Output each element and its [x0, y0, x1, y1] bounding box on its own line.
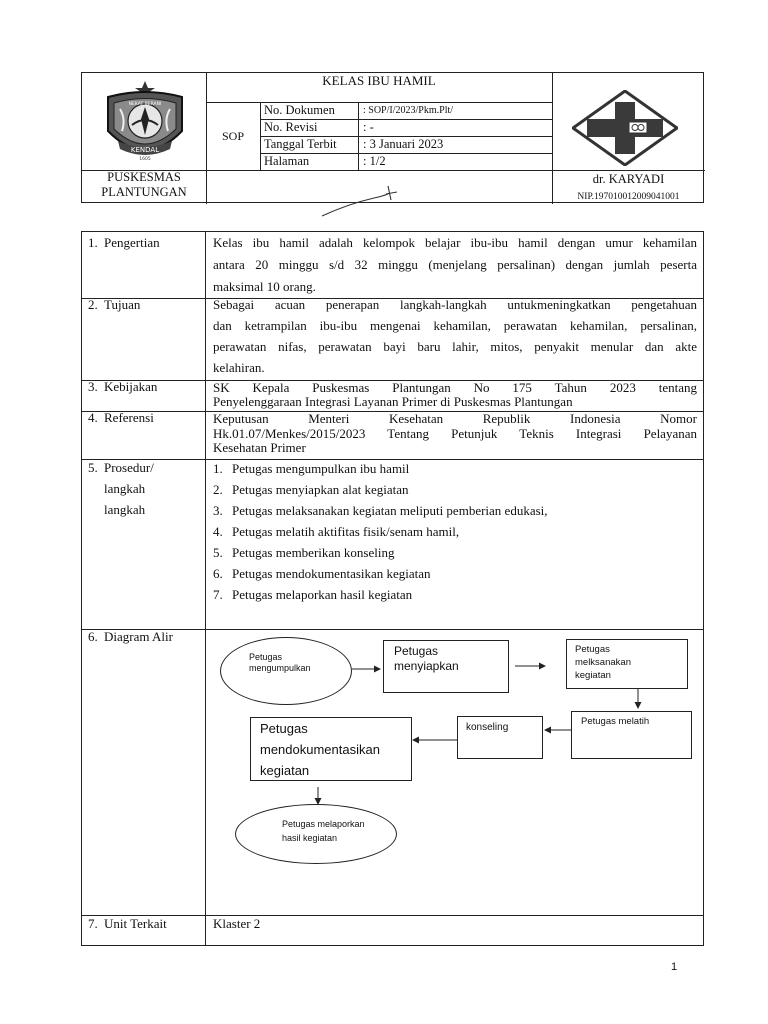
- institution-line2: PLANTUNGAN: [101, 185, 187, 199]
- section-number: 2.: [88, 297, 98, 312]
- doc-field-value: : -: [363, 120, 374, 134]
- section-number: 6.: [88, 629, 98, 644]
- flow-node-melaporkan: [235, 804, 397, 864]
- kendal-emblem-logo: [102, 79, 188, 163]
- step-text: Petugas melaksanakan kegiatan meliputi pemberian edukasi,: [232, 503, 548, 518]
- step-text: Petugas memberikan konseling: [232, 545, 395, 560]
- signature-mark: [318, 182, 408, 222]
- flow-node-konseling: [457, 716, 543, 759]
- step-text: Petugas menyiapkan alat kegiatan: [232, 482, 409, 497]
- section-title: Prosedur/: [104, 460, 154, 475]
- section-title-cont: langkah: [104, 481, 146, 496]
- section-title: Referensi: [104, 410, 154, 425]
- step-number: 1.: [213, 461, 223, 476]
- flow-node-mendokumentasikan: [250, 717, 412, 781]
- section-title: Kebijakan: [104, 379, 158, 394]
- flow-node-text: melksanakan: [575, 657, 631, 668]
- text-line: Hk.01.07/Menkes/2015/2023 Tentang Petunjuk Teknis Integrasi Pelayanan: [213, 425, 697, 441]
- doc-field-label: No. Dokumen: [264, 103, 335, 117]
- flow-node-text: Petugas: [575, 644, 610, 655]
- doc-field-value: : 3 Januari 2023: [363, 137, 444, 151]
- doc-field-value: : 1/2: [363, 154, 386, 168]
- step-text: Petugas melaporkan hasil kegiatan: [232, 587, 413, 602]
- step-number: 3.: [213, 503, 223, 518]
- step-number: 4.: [213, 524, 223, 539]
- text-line: Kesehatan Primer: [213, 440, 306, 455]
- logo-year-text: 1605: [139, 157, 151, 162]
- section-number: 1.: [88, 235, 98, 250]
- flow-node-text: konseling: [466, 722, 509, 733]
- flow-node-melatih: [571, 711, 692, 759]
- text-line: Sebagai acuan penerapan langkah-langkah untukmeningkatkan pengetahuan: [213, 297, 697, 312]
- divider: [206, 102, 552, 103]
- doc-field-value: : SOP/I/2023/Pkm.Plt/: [363, 105, 454, 116]
- text-line: Penyelenggaraan Integrasi Layanan Primer di Puskesmas Plantungan: [213, 394, 573, 409]
- flow-node-text: Petugas melatih: [581, 716, 650, 727]
- institution-line1: PUSKESMAS: [107, 170, 181, 184]
- flow-node-text: kegiatan: [260, 763, 310, 778]
- flow-node-text: hasil kegiatan: [282, 833, 338, 843]
- flow-node-text: mendokumentasikan: [260, 742, 380, 757]
- flow-node-text: kegiatan: [575, 670, 611, 681]
- section-label-unit-terkait: [88, 913, 167, 935]
- signatory-name: dr. KARYADI: [592, 172, 665, 186]
- step-number: 2.: [213, 482, 223, 497]
- flow-node-text: mengumpulkan: [249, 663, 311, 673]
- section-title: Diagram Alir: [104, 629, 173, 644]
- signatory-nip: NIP.197010012009041001: [577, 192, 680, 202]
- step-text: Petugas mendokumentasikan kegiatan: [232, 566, 431, 581]
- text-line: Kelas ibu hamil adalah kelompok belajar ibu-ibu hamil dengan umur kehamilan: [213, 235, 697, 250]
- section-title: Pengertian: [104, 235, 160, 250]
- doc-field-label: No. Revisi: [264, 120, 318, 134]
- section-number: 3.: [88, 379, 98, 394]
- flow-node-text: Petugas: [260, 721, 308, 736]
- section-title-cont: langkah: [104, 502, 146, 517]
- puskesmas-cross-logo: [572, 90, 678, 166]
- section-title: Unit Terkait: [104, 916, 167, 931]
- sop-label: SOP: [221, 129, 244, 143]
- text-line: dan ketrampilan ibu-ibu mengenai kehamilan, perawatan kehamilan, persalinan,: [213, 318, 697, 333]
- text-line: Keputusan Menteri Kesehatan Republik Indonesia Nomor: [213, 411, 697, 426]
- institution-name: [82, 170, 206, 200]
- section-number: 5.: [88, 460, 98, 475]
- step-number: 5.: [213, 545, 223, 560]
- text-line: SK Kepala Puskesmas Plantungan No 175 Tahun 2023 tentang: [213, 380, 697, 395]
- section-number: 7.: [88, 916, 98, 931]
- flow-node-menyiapkan: [383, 640, 509, 693]
- text-line: antara 20 minggu s/d 32 minggu (menjelang persalinan) dengan jumlah peserta: [213, 257, 697, 272]
- sop-content-table: [81, 231, 704, 946]
- step-text: Petugas mengumpulkan ibu hamil: [232, 461, 410, 476]
- flow-node-text: menyiapkan: [394, 659, 459, 673]
- text-line: kelahiran.: [213, 360, 265, 375]
- logo-banner-text: KENDAL: [130, 146, 160, 154]
- page-number: 1: [671, 961, 678, 973]
- section-number: 4.: [88, 410, 98, 425]
- step-number: 7.: [213, 587, 223, 602]
- flow-node-melaksanakan: [566, 639, 688, 689]
- text-line: perawatan nifas, perawatan bayi baru lahir, mitos, penyakit menular dan akte: [213, 339, 697, 354]
- section-text-unit-terkait: Klaster 2: [213, 916, 261, 931]
- flow-node-text: Petugas: [249, 652, 283, 662]
- text-line: maksimal 10 orang.: [213, 279, 316, 294]
- logo-motto-text: NEKAT BERANI: [128, 102, 162, 107]
- flow-node-text: Petugas melaporkan: [282, 819, 365, 829]
- section-title: Tujuan: [104, 297, 141, 312]
- flow-node-mengumpulkan: [220, 637, 352, 705]
- doc-field-label: Halaman: [264, 154, 310, 168]
- step-number: 6.: [213, 566, 223, 581]
- flow-node-text: Petugas: [394, 644, 439, 658]
- document-title: KELAS IBU HAMIL: [322, 73, 436, 88]
- doc-field-label: Tanggal Terbit: [264, 137, 337, 151]
- step-text: Petugas melatih aktifitas fisik/senam hamil,: [232, 524, 460, 539]
